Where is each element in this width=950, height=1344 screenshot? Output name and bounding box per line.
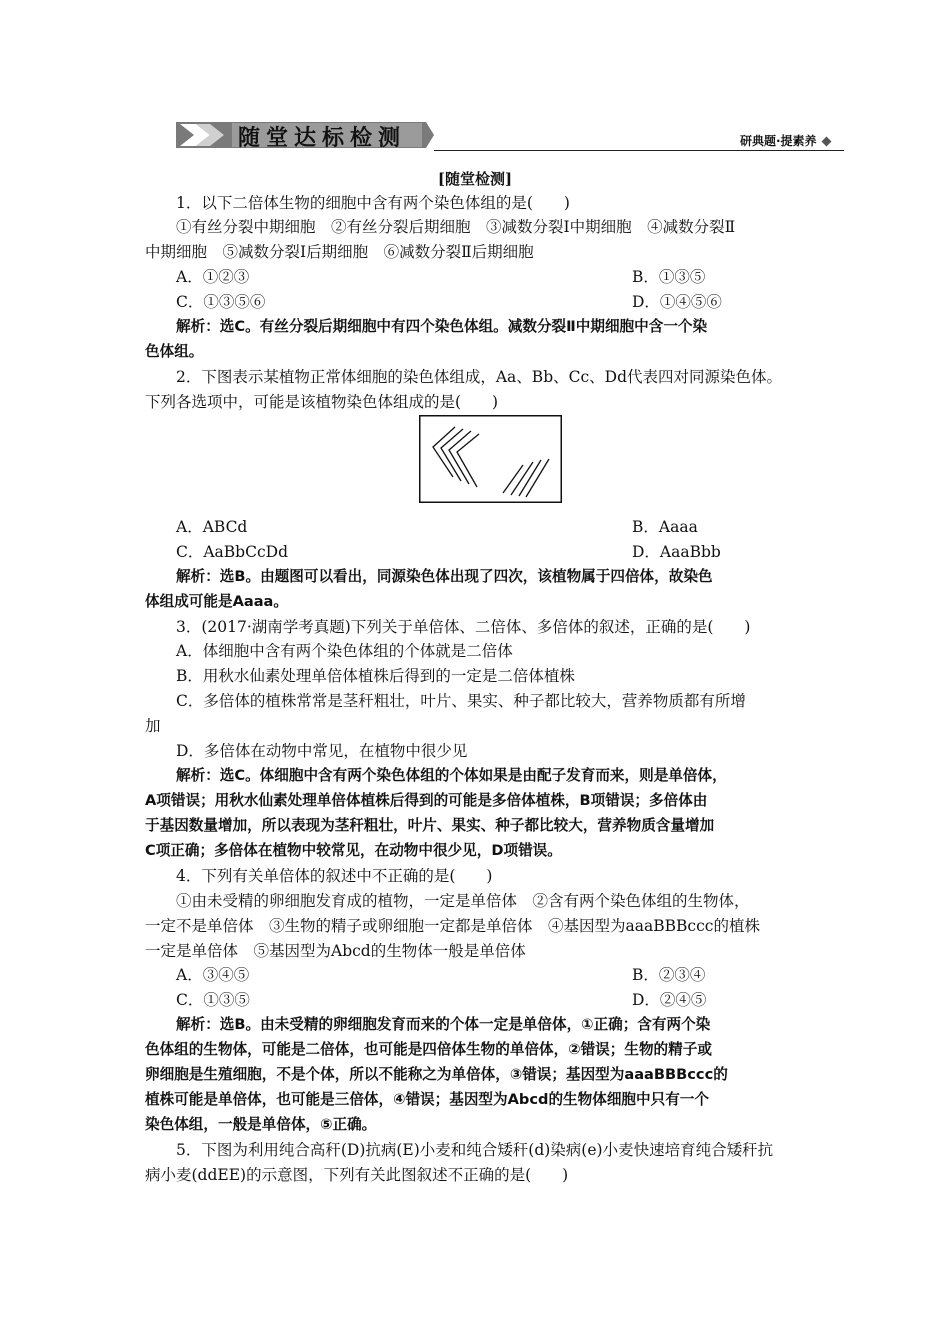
q3-option-c: C．多倍体的植株常常是茎秆粗壮，叶片、果实、种子都比较大，营养物质都有所增 [176, 692, 746, 710]
q3-option-a: A．体细胞中含有两个染色体组的个体就是二倍体 [176, 642, 513, 660]
q4-analysis-4: 植株可能是单倍体，也可能是三倍体，④错误；基因型为Abcd的生物体细胞中只有一个 [145, 1091, 709, 1108]
q1-analysis-1: 解析：选C。有丝分裂后期细胞中有四个染色体组。减数分裂Ⅱ中期细胞中含一个染 [176, 318, 708, 335]
q3-analysis-4: C项正确；多倍体在植物中较常见，在动物中很少见，D项错误。 [145, 842, 562, 859]
q3-option-d: D．多倍体在动物中常见，在植物中很少见 [176, 742, 468, 760]
q4-analysis-3: 卵细胞是生殖细胞，不是个体，所以不能称之为单倍体，③错误；基因型为aaaBBBccc的 [145, 1066, 728, 1083]
q2-option-c: C．AaBbCcDd [176, 543, 288, 561]
q1-option-d: D．①④⑤⑥ [632, 293, 722, 311]
q2-analysis-2: 体组成可能是Aaaa。 [145, 593, 288, 610]
q4-option-c: C．①③⑤ [176, 991, 250, 1009]
q3-analysis-2: A项错误；用秋水仙素处理单倍体植株后得到的可能是多倍体植株，B项错误；多倍体由 [145, 792, 708, 809]
diamond-icon [821, 137, 831, 147]
q1-option-c: C．①③⑤⑥ [176, 293, 266, 311]
q4-option-a: A．③④⑤ [176, 966, 250, 984]
q3-analysis-1: 解析：选C。体细胞中含有两个染色体组的个体如果是由配子发育而来，则是单倍体， [176, 767, 727, 784]
q3-analysis-3: 于基因数量增加，所以表现为茎秆粗壮，叶片、果实、种子都比较大，营养物质含量增加 [145, 817, 715, 834]
q2-option-a: A．ABCd [176, 518, 248, 536]
q2-analysis-1: 解析：选B。由题图可以看出，同源染色体出现了四次，该植物属于四倍体，故染色 [176, 568, 713, 585]
header-right-text: 研典题·提素养 [740, 132, 830, 149]
q2-stem-1: 2．下图表示某植物正常体细胞的染色体组成，Aa、Bb、Cc、Dd代表四对同源染色体。 [176, 368, 783, 386]
chromosome-figure [419, 415, 562, 503]
q2-option-d: D．AaaBbb [632, 543, 721, 561]
q1-analysis-2: 色体组。 [145, 343, 204, 360]
q4-items-2: 一定不是单倍体 ③生物的精子或卵细胞一定都是单倍体 ④基因型为aaaBBBccc的植株 [145, 917, 760, 935]
q2-option-b: B．Aaaa [632, 518, 698, 536]
q1-option-a: A．①②③ [176, 268, 250, 286]
header-rule [434, 150, 844, 151]
q4-option-b: B．②③④ [632, 966, 706, 984]
q4-option-d: D．②④⑤ [632, 991, 707, 1009]
q4-analysis-5: 染色体组，一般是单倍体，⑤正确。 [145, 1116, 377, 1133]
q1-stem: 1．以下二倍体生物的细胞中含有两个染色体组的是( ) [176, 194, 570, 212]
q4-items-3: 一定是单倍体 ⑤基因型为Abcd的生物体一般是单倍体 [145, 942, 526, 960]
q5-stem-2: 病小麦(ddEE)的示意图，下列有关此图叙述不正确的是( ) [145, 1166, 569, 1184]
q4-analysis-2: 色体组的生物体，可能是二倍体，也可能是四倍体生物的单倍体，②错误；生物的精子或 [145, 1041, 712, 1058]
q3-stem: 3．(2017·湖南学考真题)下列关于单倍体、二倍体、多倍体的叙述，正确的是( ) [176, 618, 751, 636]
q4-analysis-1: 解析：选B。由未受精的卵细胞发育而来的个体一定是单倍体，①正确；含有两个染 [176, 1016, 711, 1033]
q1-items-line1: ①有丝分裂中期细胞 ②有丝分裂后期细胞 ③减数分裂Ⅰ中期细胞 ④减数分裂Ⅱ [176, 218, 736, 236]
banner-title: 随堂达标检测 [238, 126, 407, 151]
q5-stem-1: 5．下图为利用纯合高秆(D)抗病(E)小麦和纯合矮秆(d)染病(e)小麦快速培育纯合矮秆抗 [176, 1141, 774, 1159]
q4-stem: 4．下列有关单倍体的叙述中不正确的是( ) [176, 867, 493, 885]
q1-items-line2: 中期细胞 ⑤减数分裂Ⅰ后期细胞 ⑥减数分裂Ⅱ后期细胞 [145, 243, 534, 261]
q4-items-1: ①由未受精的卵细胞发育成的植物，一定是单倍体 ②含有两个染色体组的生物体， [176, 892, 750, 910]
q2-stem-2: 下列各选项中，可能是该植物染色体组成的是( ) [145, 393, 499, 411]
section-title: [随堂检测] [437, 170, 513, 188]
q1-option-b: B．①③⑤ [632, 268, 706, 286]
q3-option-b: B．用秋水仙素处理单倍体植株后得到的一定是二倍体植株 [176, 667, 575, 685]
q3-option-c-cont: 加 [145, 717, 161, 735]
